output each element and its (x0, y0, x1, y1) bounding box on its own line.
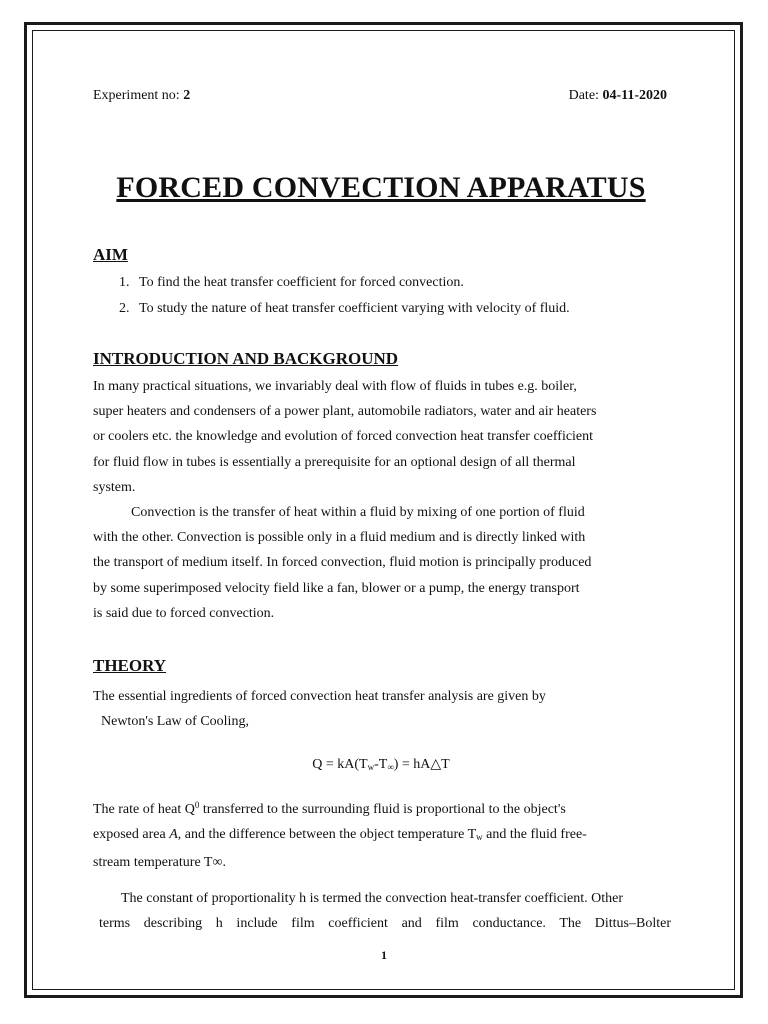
experiment-date: Date: 04-11-2020 (568, 88, 667, 103)
introduction-heading: INTRODUCTION AND BACKGROUND (93, 349, 399, 368)
text-line: stream temperature T∞. (93, 855, 226, 871)
document-title: FORCED CONVECTION APPARATUS (116, 171, 646, 204)
text-line: The rate of heat $Q^0$ transferred to the surrounding fluid is proportional to the object's (93, 800, 566, 817)
text-line: In many practical situations, we invariably deal with flow of fluids in tubes e.g. boiler, (93, 379, 577, 394)
text-line: system. (93, 479, 136, 495)
newton-cooling-formula: $Q = kA(T_w-T_\infty)$ = hA△T (312, 757, 450, 772)
text-line: Newton's Law of Cooling, (101, 714, 249, 730)
theory-intro (93, 684, 671, 734)
text-line: by some superimposed velocity field like a fan, blower or a pump, the energy transport (93, 580, 580, 596)
aim-item: 2. To study the nature of heat transfer coefficient varying with velocity of fluid. (119, 301, 570, 316)
text-line: The constant of proportionality h is termed the convection heat-transfer coefficient. Other (121, 891, 624, 906)
text-line: terms describing h include film coefficient and film conductance. The Dittus–Bolter (99, 916, 671, 932)
text-line: or coolers etc. the knowledge and evolution of forced convection heat transfer coefficient (93, 429, 594, 445)
theory-paragraph-3 (93, 886, 671, 936)
experiment-number: Experiment no: 2 (93, 88, 191, 103)
text-line: with the other. Convection is possible only in a fluid medium and is directly linked with (93, 530, 586, 546)
text-line: super heaters and condensers of a power plant, automobile radiators, water and air heaters (93, 404, 597, 420)
aim-list (119, 274, 570, 326)
text-line: is said due to forced convection. (93, 605, 275, 621)
aim-heading: AIM (93, 245, 128, 264)
introduction-paragraph (93, 374, 671, 626)
theory-heading: THEORY (93, 656, 167, 675)
text-line: Convection is the transfer of heat within a fluid by mixing of one portion of fluid (131, 505, 585, 521)
theory-paragraph-2 (93, 793, 671, 876)
text-line: for fluid flow in tubes is essentially a prerequisite for an optional design of all thermal (93, 454, 576, 470)
page-number: 1 (381, 948, 387, 962)
header-row (93, 88, 667, 104)
text-line: the transport of medium itself. In forced convection, fluid motion is principally produced (93, 555, 592, 571)
text-line: The essential ingredients of forced convection heat transfer analysis are given by (93, 689, 546, 704)
text-line: exposed area A, and the difference between the object temperature $T_w$ and the fluid free- (93, 827, 587, 843)
aim-item: 1. To find the heat transfer coefficient for forced convection. (119, 275, 464, 290)
